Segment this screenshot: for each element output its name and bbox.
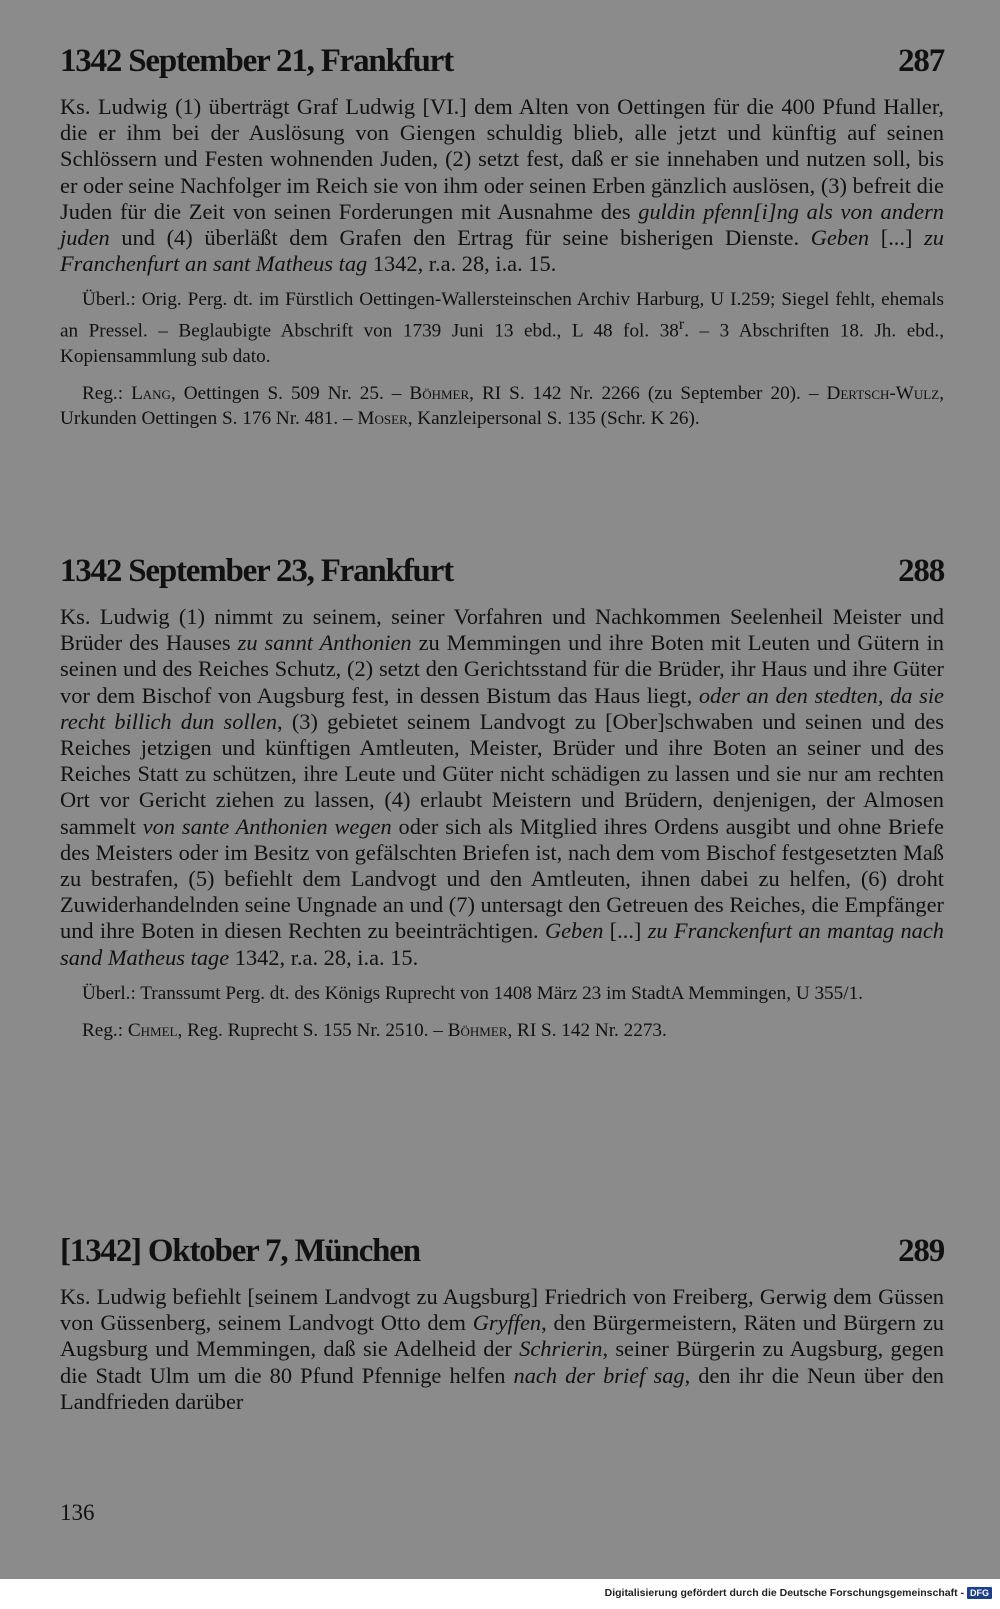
text-run: Ks. Ludwig (1) überträgt Graf Ludwig [VI.] dem Alten von Oettingen für die 400 Pfund Haller, die er ihm bei der Auslösung von Giengen schuldig blieb, alle jetzt und künftig auf seinen Schlössern und Festen wohnenden Juden, (2) setzt fest, daß er sie innehaben und nutzen soll, bis er oder seine Nachfolger im Reich sie von ihm oder seinen Erben gänzlich auslösen, (3) befreit die Juden für die Zeit von seinen Forderungen mit Ausnahme des (60, 94, 944, 224)
text-run: oder sich als Mitglied ihres Ordens ausgibt und ohne Briefe des Meisters oder im Besitz von gefälschten Briefen ist, nach dem vom Bischof festgesetzten Maß zu bestrafen, (5) befiehlt dem Landvogt und den Amtleuten, ihnen dabei zu helfen, (6) droht Zuwiderhandelnden seine Ungnade an und (7) untersagt den Getreuen des Reiches, die Empfänger und ihre Boten in diesen Rechten zu beeinträchtigen. (60, 813, 944, 944)
text-run: , seiner Bürgerin zu Augsburg, gegen die Stadt Ulm um die 80 Pfund Pfennige helfen (60, 1336, 944, 1388)
text-run: 1342, r.a. 28, i.a. 15. (367, 251, 557, 277)
italic-quote: zu sannt Anthonien (237, 630, 412, 656)
text-run: , Reg. Ruprecht S. 155 Nr. 2510. – (177, 1019, 448, 1041)
text-run: Überl.: Transsumt Perg. dt. des Königs Ruprecht von 1408 März 23 im StadtA Memmingen, U 355/1. (82, 982, 863, 1004)
entry-tradition-note (60, 287, 944, 368)
funding-text: Digitalisierung gefördert durch die Deutsche Forschungsgemeinschaft - (604, 1587, 964, 1599)
italic-quote: zu Franckenfurt an mantag nach sand Matheus tage (60, 918, 944, 970)
text-run: , Urkunden Oettingen S. 176 Nr. 481. – (60, 382, 944, 429)
text-run: [...] (869, 225, 925, 251)
entry-regest-note (60, 381, 944, 431)
entry-heading (60, 548, 944, 594)
italic-quote: Schrierin (519, 1336, 603, 1362)
italic-quote: nach der brief sag (513, 1362, 685, 1388)
entry-289 (60, 1228, 944, 1415)
italic-quote: oder an den stedten, da sie recht billich dun sollen (60, 682, 944, 734)
text-run: und (4) überläßt dem Grafen den Ertrag für seine bisherigen Dienste. (109, 225, 811, 251)
text-run: , Oettingen S. 509 Nr. 25. – (170, 382, 410, 404)
text-run: Reg.: (82, 1019, 128, 1041)
author-name: Dertsch-Wulz (826, 382, 940, 404)
text-run: zu Memmingen und ihre Boten mit Leuten und Gütern in seinen und des Reiches Schutz, (2) setzt den Gerichtsstand für die Brüder, ihr Haus und ihre Güter vor dem Bischof von Augsburg fest, in dessen Bistum das Haus liegt, (60, 630, 944, 708)
entry-number: 289 (898, 1233, 944, 1269)
text-run: , (3) gebietet seinem Landvogt zu [Ober]schwaben und seinen und des Reiches jetzigen und künftigen Amtleuten, Meister, Brüder und ihre Boten an seiner und des Reiches Statt zu schützen, ihre Leute und Güter nicht schädigen zu lassen und sie nur am rechten Ort vor Gericht ziehen zu lassen, (4) erlaubt Meistern und Brüdern, denjenigen, der Almosen sammelt (60, 708, 945, 839)
text-run: , den Bürgermeistern, Räten und Bürgern zu Augsburg und Memmingen, daß sie Adelheid der (60, 1310, 944, 1362)
document-content (60, 38, 944, 1415)
italic-quote: guldin pfenn[i]ng als von andern juden (60, 198, 944, 251)
author-name: Böhmer (409, 382, 470, 404)
text-run: Ks. Ludwig (1) nimmt zu seinem, seiner Vorfahren und Nachkommen Seelenheil Meister und Brüder des Hauses (60, 604, 944, 656)
entry-title: [1342] Oktober 7, München (60, 1233, 420, 1269)
entry-body (60, 1284, 944, 1415)
entry-heading (60, 1228, 944, 1274)
entry-number: 287 (898, 43, 944, 79)
text-run: , den ihr die Neun über den Landfrieden darüber (60, 1362, 944, 1414)
author-name: Lang (131, 382, 171, 404)
entry-number: 288 (898, 553, 944, 589)
italic-quote: Geben (544, 918, 604, 944)
author-name: Böhmer (447, 1019, 508, 1041)
page-number: 136 (60, 1500, 95, 1525)
author-name: Moser (357, 407, 408, 429)
entry-body (60, 604, 944, 971)
funding-footer (605, 1587, 992, 1599)
dfg-logo: DFG (967, 1587, 992, 1599)
entry-body (60, 94, 944, 277)
text-run: , RI S. 142 Nr. 2273. (507, 1019, 667, 1041)
entry-title: 1342 September 21, Frankfurt (60, 43, 453, 79)
text-run: , RI S. 142 Nr. 2266 (zu September 20). – (469, 382, 827, 404)
text-run: . – 3 Abschriften 18. Jh. ebd., Kopiensammlung sub dato. (60, 320, 944, 367)
entry-288 (60, 548, 944, 1228)
text-run: Überl.: Orig. Perg. dt. im Fürstlich Oettingen-Wallersteinschen Archiv Harburg, U I.259; Siegel fehlt, ehemals an Pressel. – Beglaubigte Abschrift von 1739 Juni 13 ebd., L 48 fol. 38 (60, 289, 944, 342)
italic-quote: von sante Anthonien wegen (142, 813, 392, 839)
text-run: [...] (603, 918, 648, 944)
entry-regest-note (60, 1018, 944, 1043)
text-run: Reg.: (82, 382, 132, 404)
text-run: Ks. Ludwig befiehlt [seinem Landvogt zu Augsburg] Friedrich von Freiberg, Gerwig dem Güssen von Güssenberg, seinem Landvogt Otto dem (60, 1284, 944, 1336)
text-run: 1342, r.a. 28, i.a. 15. (229, 944, 419, 970)
entry-heading (60, 38, 944, 84)
italic-quote: zu Franchenfurt an sant Matheus tag (60, 225, 945, 277)
author-name: Chmel (127, 1019, 178, 1041)
text-run: r (678, 316, 685, 334)
entry-287 (60, 38, 944, 548)
entry-title: 1342 September 23, Frankfurt (60, 553, 453, 589)
italic-quote: Geben (810, 225, 870, 251)
italic-quote: Gryffen (472, 1310, 542, 1336)
entry-tradition-note (60, 981, 944, 1006)
text-run: , Kanzleipersonal S. 135 (Schr. K 26). (407, 407, 700, 429)
